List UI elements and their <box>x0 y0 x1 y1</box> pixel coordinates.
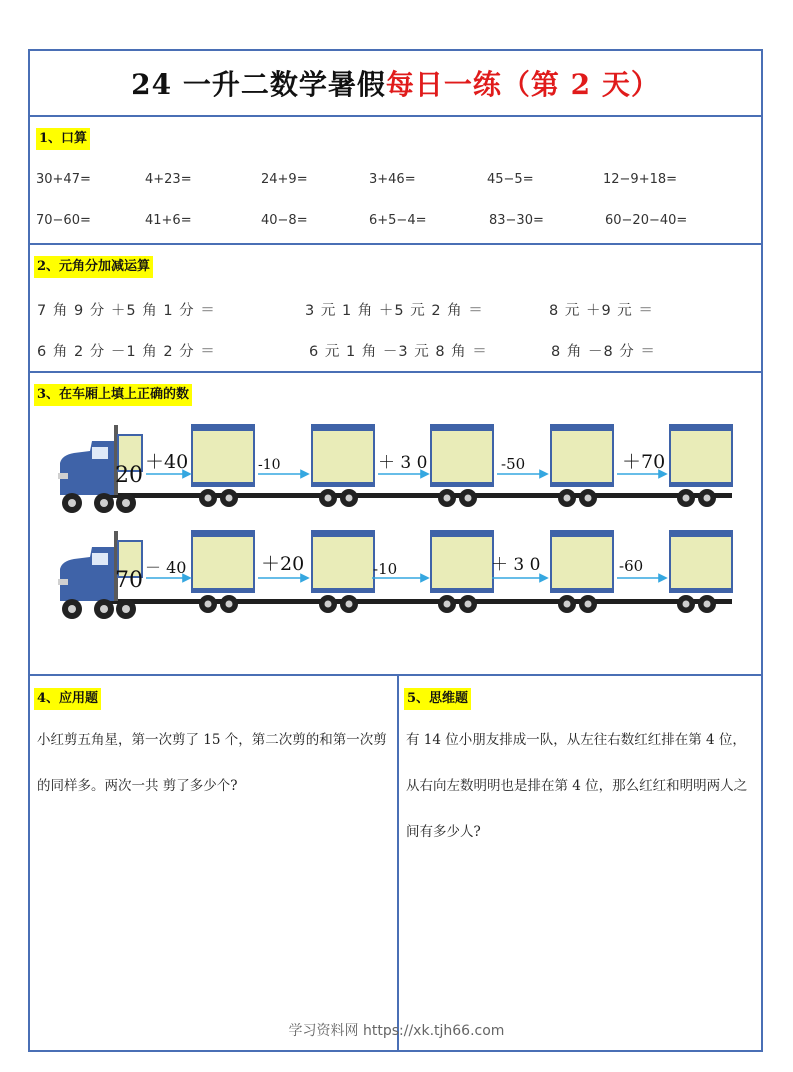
start-number: 20 <box>115 463 143 488</box>
money-item: 3 元 1 角 ＋5 元 2 角 ＝ <box>305 303 484 319</box>
application-problem: 小红剪五角星，第一次剪了 15 个，第二次剪的和第一次剪的同样多。两次一共 剪了多少个? <box>37 732 387 794</box>
calc-item: 12−9+18= <box>603 172 678 187</box>
section2-heading: 2、元角分加减运算 <box>34 256 153 278</box>
money-item: 8 元 ＋9 元 ＝ <box>549 303 654 319</box>
section1-heading: 1、口算 <box>36 128 90 150</box>
operator-label: -50 <box>501 455 526 473</box>
title-highlight: 每日一练（第 2 天） <box>385 68 660 101</box>
money-item: 8 角 －8 分 ＝ <box>551 344 656 360</box>
footer-watermark: 学习资料网 https://xk.tjh66.com <box>288 1023 505 1039</box>
start-number: 70 <box>115 568 143 593</box>
operator-label: － 40 <box>145 558 187 577</box>
operator-label: ＋70 <box>622 451 666 473</box>
operator-label: -10 <box>258 457 281 473</box>
operator-label: -60 <box>619 557 644 575</box>
calc-item: 30+47= <box>36 172 91 187</box>
section5-heading: 5、思维题 <box>404 688 471 710</box>
calc-item: 6+5−4= <box>369 213 427 228</box>
operator-label: ＋20 <box>261 553 305 575</box>
calc-item: 40−8= <box>261 213 308 228</box>
operator-label: ＋ 3 0 <box>491 555 541 575</box>
train-1 <box>58 424 733 513</box>
money-item: 6 元 1 角 －3 元 8 角 ＝ <box>309 344 488 360</box>
money-item: 6 角 2 分 －1 角 2 分 ＝ <box>37 344 216 360</box>
operator-label: ＋ 3 0 <box>378 453 428 473</box>
thinking-problem: 有 14 位小朋友排成一队，从左往右数红红排在第 4 位，从右向左数明明也是排在第 4 位，那么红红和明明两人之间有多少人? <box>406 732 748 840</box>
calc-item: 24+9= <box>261 172 308 187</box>
calc-item: 3+46= <box>369 172 416 187</box>
calc-item: 83−30= <box>489 213 544 228</box>
calc-item: 45−5= <box>487 172 534 187</box>
money-item: 7 角 9 分 ＋5 角 1 分 ＝ <box>37 303 216 319</box>
operator-label: ＋40 <box>145 451 189 473</box>
train-2 <box>58 530 733 619</box>
section4-heading: 4、应用题 <box>34 688 101 710</box>
calc-item: 4+23= <box>145 172 192 187</box>
operator-label: -10 <box>373 560 398 578</box>
calc-item: 70−60= <box>36 213 91 228</box>
title-main: 24 一升二数学暑假 <box>131 68 386 101</box>
section3-heading: 3、在车厢上填上正确的数 <box>34 384 192 406</box>
calc-item: 41+6= <box>145 213 192 228</box>
calc-item: 60−20−40= <box>605 213 688 228</box>
